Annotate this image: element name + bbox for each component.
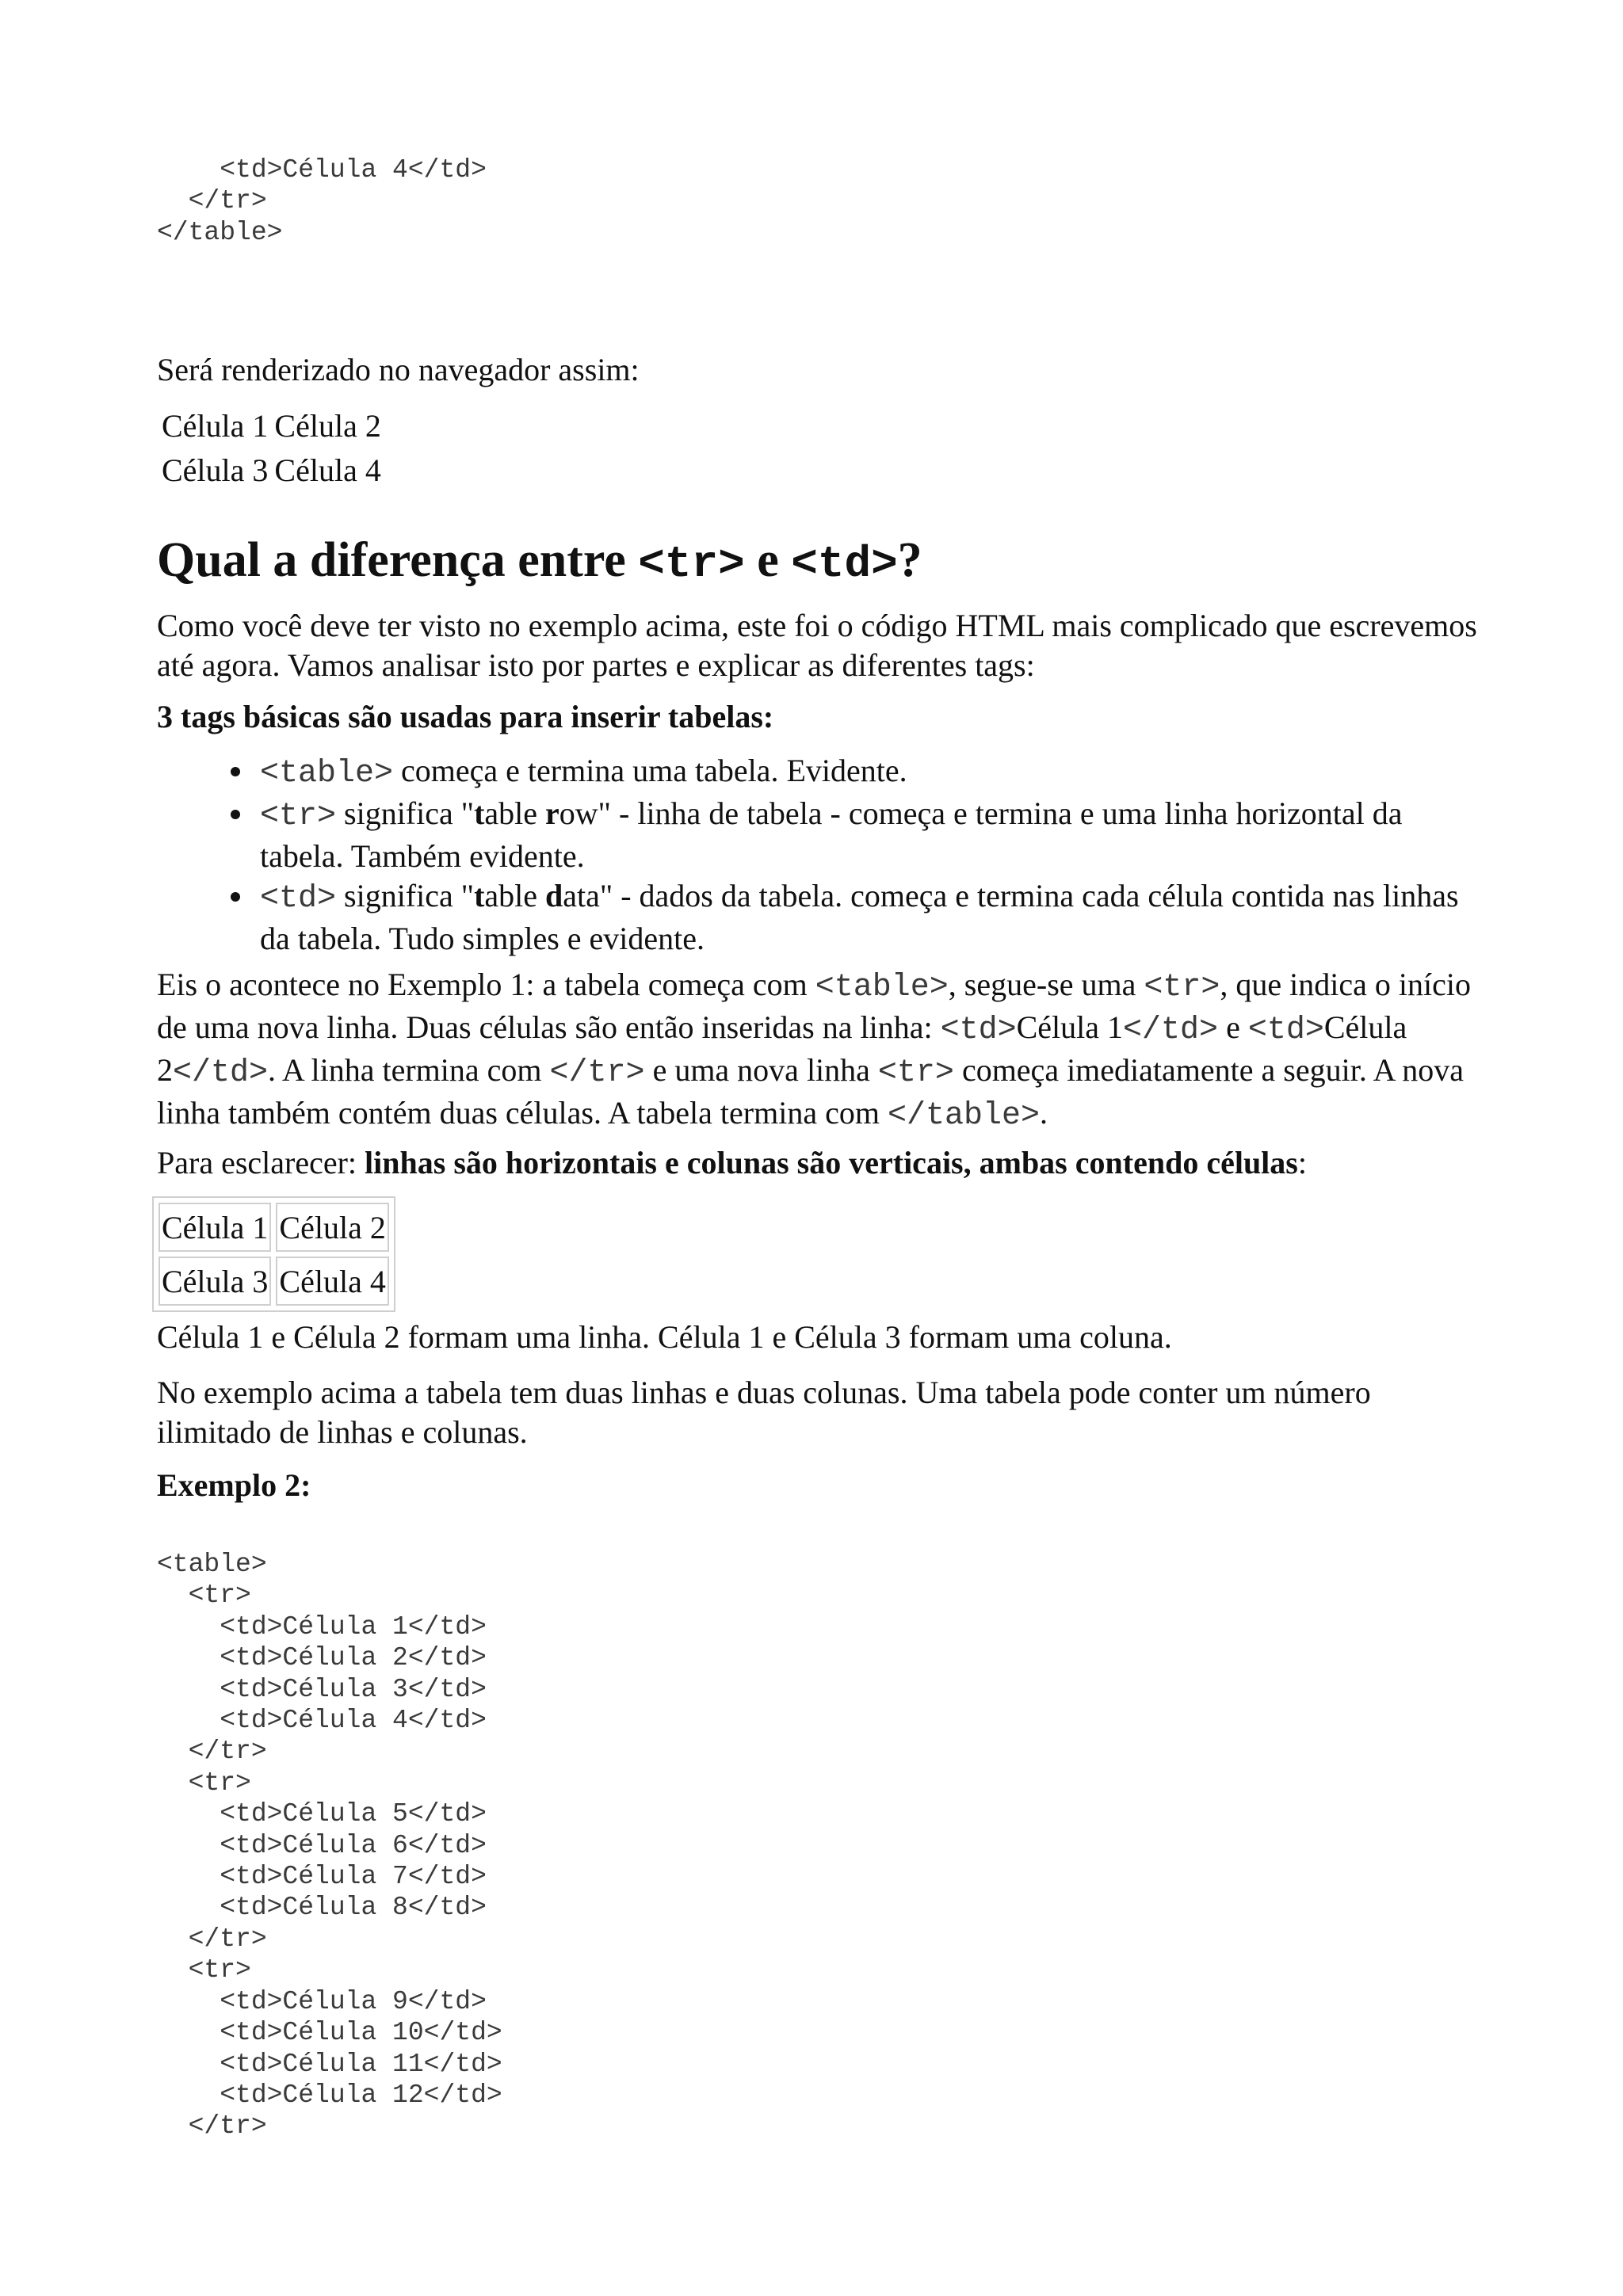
table-cell: Célula 1 [158, 1203, 271, 1252]
list-item-text: começa e termina uma tabela. Evidente. [393, 753, 907, 788]
list-item-text: significa " [336, 795, 475, 831]
list-item-text: ow" - linha de tabela - começa e termina e uma linha horizontal da tabela. Também evidente. [260, 795, 1403, 874]
paragraph-text: . A linha termina com [268, 1052, 550, 1088]
table-row [158, 1257, 389, 1306]
code-line: <td>Célula 7</td> [157, 1862, 487, 1892]
paragraph-text: Célula 2 [157, 1009, 1407, 1088]
code-line: <td>Célula 9</td> [157, 1986, 487, 2016]
example-explanation [157, 965, 1488, 1136]
basic-tags-heading: 3 tags básicas são usadas para inserir tabelas: [157, 699, 774, 734]
paragraph-text: Eis o acontece no Exemplo 1: a tabela começa com [157, 967, 815, 1002]
table-cell: Célula 4 [274, 452, 381, 488]
code-line: <tr> [157, 1768, 251, 1798]
code-line: <table> [157, 1550, 267, 1579]
heading-text: ? [897, 533, 922, 587]
table-row [158, 448, 384, 493]
inline-code: <tr> [1144, 970, 1220, 1005]
top-code-block [157, 154, 487, 248]
paragraph-text: , segue-se uma [948, 967, 1144, 1002]
list-item [255, 751, 1488, 794]
code-line: <td>Célula 2</td> [157, 1643, 487, 1673]
code-line: </tr> [157, 1924, 267, 1954]
code-line: <tr> [157, 1581, 251, 1611]
paragraph-text: , que indica o início de uma nova linha. Duas células são então inseridas na linha: [157, 967, 1471, 1045]
table-cell: Célula 2 [276, 1203, 388, 1252]
inline-code: <tr> [877, 1055, 954, 1091]
table-row [158, 404, 384, 448]
paragraph-text: começa imediatamente a seguir. A nova linha também contém duas células. A tabela termina com [157, 1052, 1465, 1131]
code-line: <td>Célula 1</td> [157, 1611, 487, 1642]
clarify-paragraph [157, 1143, 1307, 1183]
inline-code: </tr> [549, 1055, 645, 1091]
paragraph-text: e [1218, 1009, 1248, 1045]
code-line: <td>Célula 10</td> [157, 2018, 502, 2048]
table-row [158, 1203, 389, 1252]
inline-code: </td> [1123, 1013, 1219, 1048]
inline-code: <table> [260, 756, 394, 791]
list-item-text: significa " [336, 878, 475, 913]
inline-code: <td> [260, 881, 337, 917]
example2-heading: Exemplo 2: [157, 1467, 311, 1503]
intro-paragraph: Como você deve ter visto no exemplo acima, este foi o código HTML mais complicado que escrevemos até agora. Vamos analisar isto por partes e explicar as diferentes tags: [157, 608, 1477, 683]
bold-letter: d [545, 878, 563, 913]
inline-code: </td> [173, 1055, 269, 1091]
section-heading [157, 531, 922, 593]
paragraph-text: . [1039, 1095, 1048, 1131]
table-cell: Célula 3 [162, 452, 269, 488]
code-line: <td>Célula 4</td> [157, 1706, 487, 1736]
bold-letter: t [474, 795, 485, 831]
paragraph-text: : [1297, 1145, 1307, 1180]
heading-tag-td: <td> [791, 539, 898, 589]
code-line: <tr> [157, 1955, 251, 1985]
bold-letter: t [474, 878, 485, 913]
rendered-intro: Será renderizado no navegador assim: [157, 352, 640, 387]
limits-paragraph: No exemplo acima a tabela tem duas linhas e duas colunas. Uma tabela pode conter um número ilimitado de linhas e colunas. [157, 1375, 1371, 1450]
code-line: <td>Célula 12</td> [157, 2080, 502, 2110]
list-item-text: ata" - dados da tabela. começa e termina cada célula contida nas linhas da tabela. Tudo simples e evidente. [260, 878, 1459, 956]
code-line: </tr> [157, 186, 267, 216]
rendered-table [158, 404, 384, 493]
example2-code-block [157, 1549, 502, 2142]
code-line: </tr> [157, 2111, 267, 2142]
code-line: <td>Célula 5</td> [157, 1799, 487, 1829]
list-item-text: able [484, 878, 546, 913]
inline-code: <table> [815, 970, 949, 1005]
code-line: <td>Célula 3</td> [157, 1674, 487, 1704]
inline-code: <td> [940, 1013, 1017, 1048]
heading-tag-tr: <tr> [638, 539, 745, 589]
code-line: </table> [157, 217, 283, 247]
bold-letter: r [545, 795, 559, 831]
heading-text: Qual a diferença entre [157, 533, 639, 587]
table-cell: Célula 4 [276, 1257, 388, 1306]
list-item-text: able [484, 795, 546, 831]
paragraph-text: e uma nova linha [644, 1052, 878, 1088]
paragraph-text: Para esclarecer: [157, 1145, 365, 1180]
code-line: <td>Célula 11</td> [157, 2049, 502, 2079]
list-item [255, 876, 1488, 959]
code-line: <td>Célula 4</td> [157, 155, 487, 185]
table-cell: Célula 1 [162, 408, 269, 444]
heading-text: e [744, 533, 792, 587]
table-cell: Célula 3 [158, 1257, 271, 1306]
code-line: <td>Célula 8</td> [157, 1893, 487, 1923]
row-column-note: Célula 1 e Célula 2 formam uma linha. Célula 1 e Célula 3 formam uma coluna. [157, 1319, 1172, 1355]
inline-code: <tr> [260, 799, 337, 834]
table-cell: Célula 2 [274, 408, 381, 444]
paragraph-text: Célula 1 [1016, 1009, 1124, 1045]
bordered-table [152, 1196, 395, 1312]
bold-statement: linhas são horizontais e colunas são verticais, ambas contendo células [365, 1145, 1298, 1180]
tags-bullet-list [157, 751, 1488, 959]
inline-code: <td> [1247, 1013, 1324, 1048]
code-line: <td>Célula 6</td> [157, 1830, 487, 1860]
inline-code: </table> [887, 1098, 1040, 1134]
code-line: </tr> [157, 1737, 267, 1767]
list-item [255, 794, 1488, 876]
